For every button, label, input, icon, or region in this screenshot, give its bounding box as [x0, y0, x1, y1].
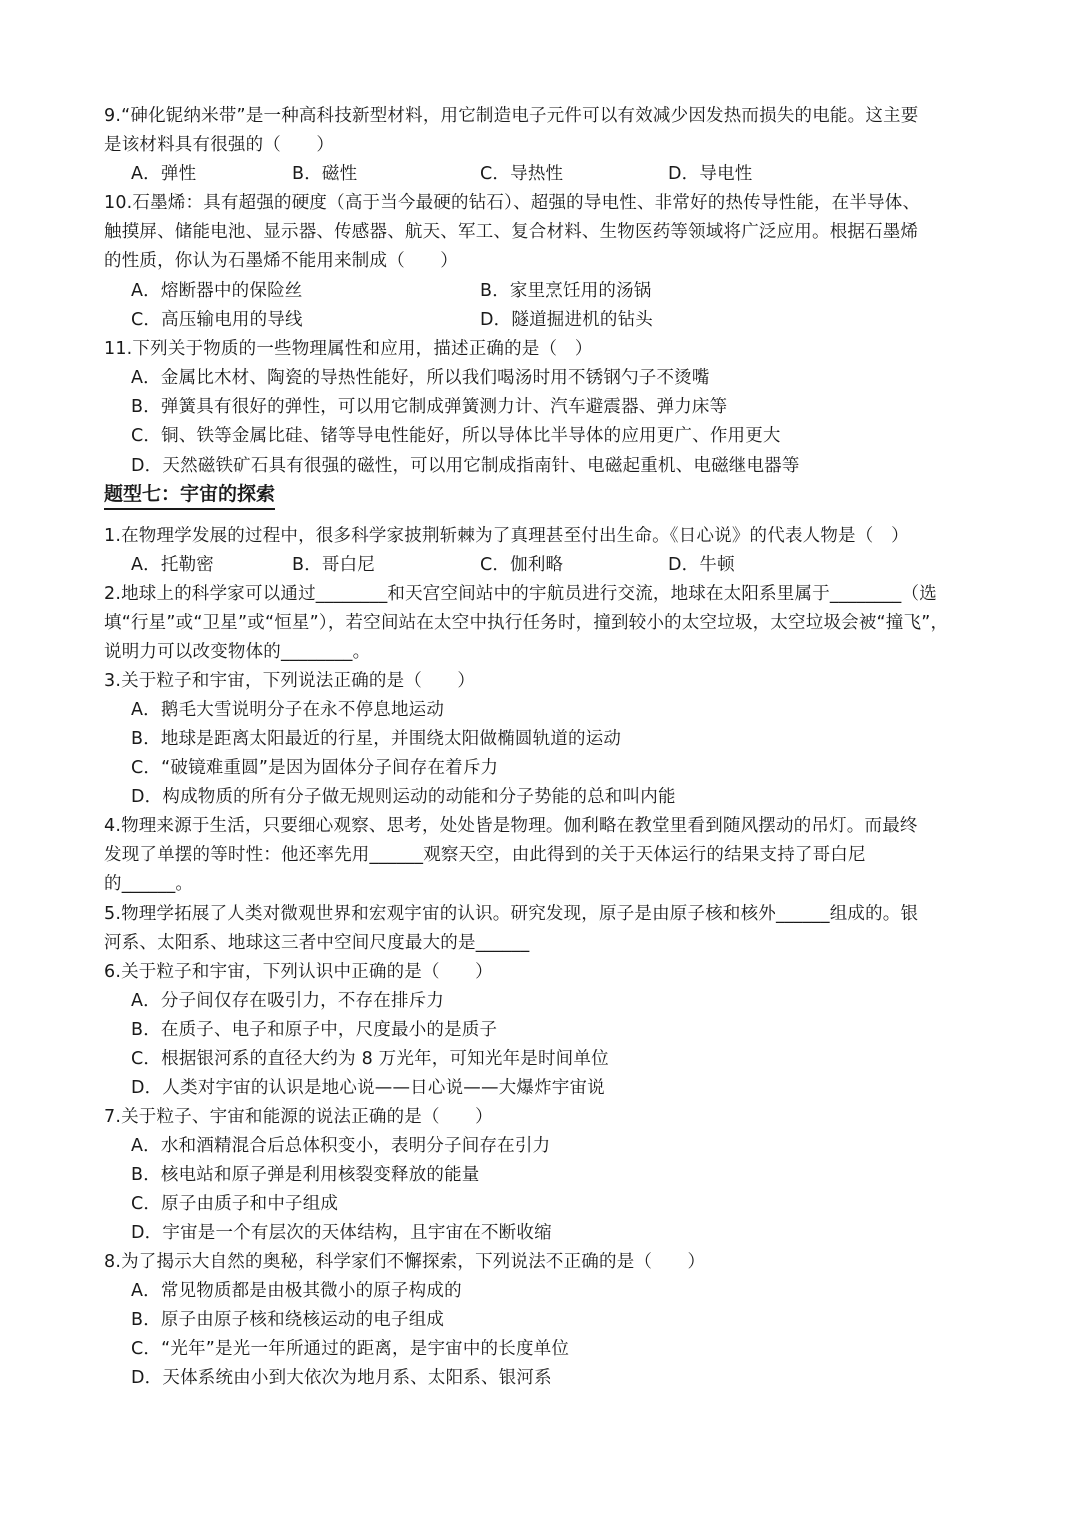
- option-b: B．磁性: [292, 164, 358, 184]
- option-d: D．构成物质的所有分子做无规则运动的动能和分子势能的总和叫内能: [131, 787, 676, 807]
- question-10-stem-cont: 的性质，你认为石墨烯不能用来制成（ ）: [104, 251, 458, 271]
- question-4-stem-cont: 的______。: [104, 874, 194, 894]
- section-heading: 题型七：宇宙的探索: [104, 481, 275, 510]
- question-7-stem: 7.关于粒子、宇宙和能源的说法正确的是（ ）: [104, 1107, 493, 1127]
- option-a: A．水和酒精混合后总体积变小，表明分子间存在引力: [131, 1136, 551, 1156]
- option-d: D．牛顿: [668, 555, 735, 575]
- option-d: D．人类对宇宙的认识是地心说——日心说——大爆炸宇宙说: [131, 1078, 605, 1098]
- question-1-stem: 1.在物理学发展的过程中，很多科学家披荆斩棘为了真理甚至付出生命。《日心说》的代表人物是（ ）: [104, 526, 909, 546]
- question-11-stem: 11.下列关于物质的一些物理属性和应用，描述正确的是（ ）: [104, 339, 593, 359]
- question-4-stem-cont: 发现了单摆的等时性：他还率先用______观察天空，由此得到的关于天体运行的结果支持了哥白尼: [104, 845, 866, 865]
- option-a: A．鹅毛大雪说明分子在永不停息地运动: [131, 700, 445, 720]
- question-10-stem-cont: 触摸屏、储能电池、显示器、传感器、航天、军工、复合材料、生物医药等领域将广泛应用。根据石墨烯: [104, 222, 919, 242]
- question-5-stem: 5.物理学拓展了人类对微观世界和宏观宇宙的认识。研究发现，原子是由原子核和核外______组成的。银: [104, 904, 919, 924]
- option-b: B．家里烹饪用的汤锅: [480, 281, 652, 301]
- option-b: B．弹簧具有很好的弹性，可以用它制成弹簧测力计、汽车避震器、弹力床等: [131, 397, 728, 417]
- option-b: B．核电站和原子弹是利用核裂变释放的能量: [131, 1165, 480, 1185]
- option-c: C．“破镜难重圆”是因为固体分子间存在着斥力: [131, 758, 499, 778]
- option-d: D．天然磁铁矿石具有很强的磁性，可以用它制成指南针、电磁起重机、电磁继电器等: [131, 456, 800, 476]
- question-9-stem: 9.“砷化铌纳米带”是一种高科技新型材料，用它制造电子元件可以有效减少因发热而损失的电能。这主要: [104, 106, 919, 126]
- option-c: C．高压输电用的导线: [131, 310, 303, 330]
- question-2-stem: 2.地球上的科学家可以通过________和天宫空间站中的宇航员进行交流，地球在太阳系里属于________（选: [104, 584, 937, 604]
- option-d: D．导电性: [668, 164, 753, 184]
- option-a: A．金属比木材、陶瓷的导热性能好，所以我们喝汤时用不锈钢勺子不烫嘴: [131, 368, 710, 388]
- option-a: A．常见物质都是由极其微小的原子构成的: [131, 1281, 462, 1301]
- question-5-stem-cont: 河系、太阳系、地球这三者中空间尺度最大的是______: [104, 933, 530, 953]
- question-3-stem: 3.关于粒子和宇宙，下列说法正确的是（ ）: [104, 671, 476, 691]
- question-4-stem: 4.物理来源于生活，只要细心观察、思考，处处皆是物理。伽利略在教堂里看到随风摆动的吊灯。而最终: [104, 816, 918, 836]
- option-b: B．哥白尼: [292, 555, 376, 575]
- question-10-stem: 10.石墨烯：具有超强的硬度（高于当今最硬的钻石）、超强的导电性、非常好的热传导性能，在半导体、: [104, 193, 921, 213]
- option-d: D．宇宙是一个有层次的天体结构，且宇宙在不断收缩: [131, 1223, 552, 1243]
- option-a: A．弹性: [131, 164, 197, 184]
- question-8-stem: 8.为了揭示大自然的奥秘，科学家们不懈探索，下列说法不正确的是（ ）: [104, 1252, 706, 1272]
- option-a: A．熔断器中的保险丝: [131, 281, 303, 301]
- option-c: C．根据银河系的直径大约为 8 万光年，可知光年是时间单位: [131, 1049, 609, 1069]
- question-6-stem: 6.关于粒子和宇宙，下列认识中正确的是（ ）: [104, 962, 493, 982]
- question-2-stem-cont: 说明力可以改变物体的________。: [104, 642, 371, 662]
- option-b: B．在质子、电子和原子中，尺度最小的是质子: [131, 1020, 498, 1040]
- option-d: D．天体系统由小到大依次为地月系、太阳系、银河系: [131, 1368, 552, 1388]
- option-c: C．“光年”是光一年所通过的距离，是宇宙中的长度单位: [131, 1339, 570, 1359]
- option-c: C．伽利略: [480, 555, 564, 575]
- option-c: C．原子由质子和中子组成: [131, 1194, 339, 1214]
- option-b: B．地球是距离太阳最近的行星，并围绕太阳做椭圆轨道的运动: [131, 729, 622, 749]
- option-b: B．原子由原子核和绕核运动的电子组成: [131, 1310, 445, 1330]
- question-9-stem-cont: 是该材料具有很强的（ ）: [104, 135, 335, 155]
- option-a: A．托勒密: [131, 555, 214, 575]
- option-a: A．分子间仅存在吸引力，不存在排斥力: [131, 991, 445, 1011]
- option-d: D．隧道掘进机的钻头: [480, 310, 653, 330]
- option-c: C．铜、铁等金属比硅、锗等导电性能好，所以导体比半导体的应用更广、作用更大: [131, 426, 781, 446]
- option-c: C．导热性: [480, 164, 564, 184]
- question-2-stem-cont: 填“行星”或“卫星”或“恒星”），若空间站在太空中执行任务时，撞到较小的太空垃圾，太空垃圾会被“撞飞”，: [104, 613, 949, 633]
